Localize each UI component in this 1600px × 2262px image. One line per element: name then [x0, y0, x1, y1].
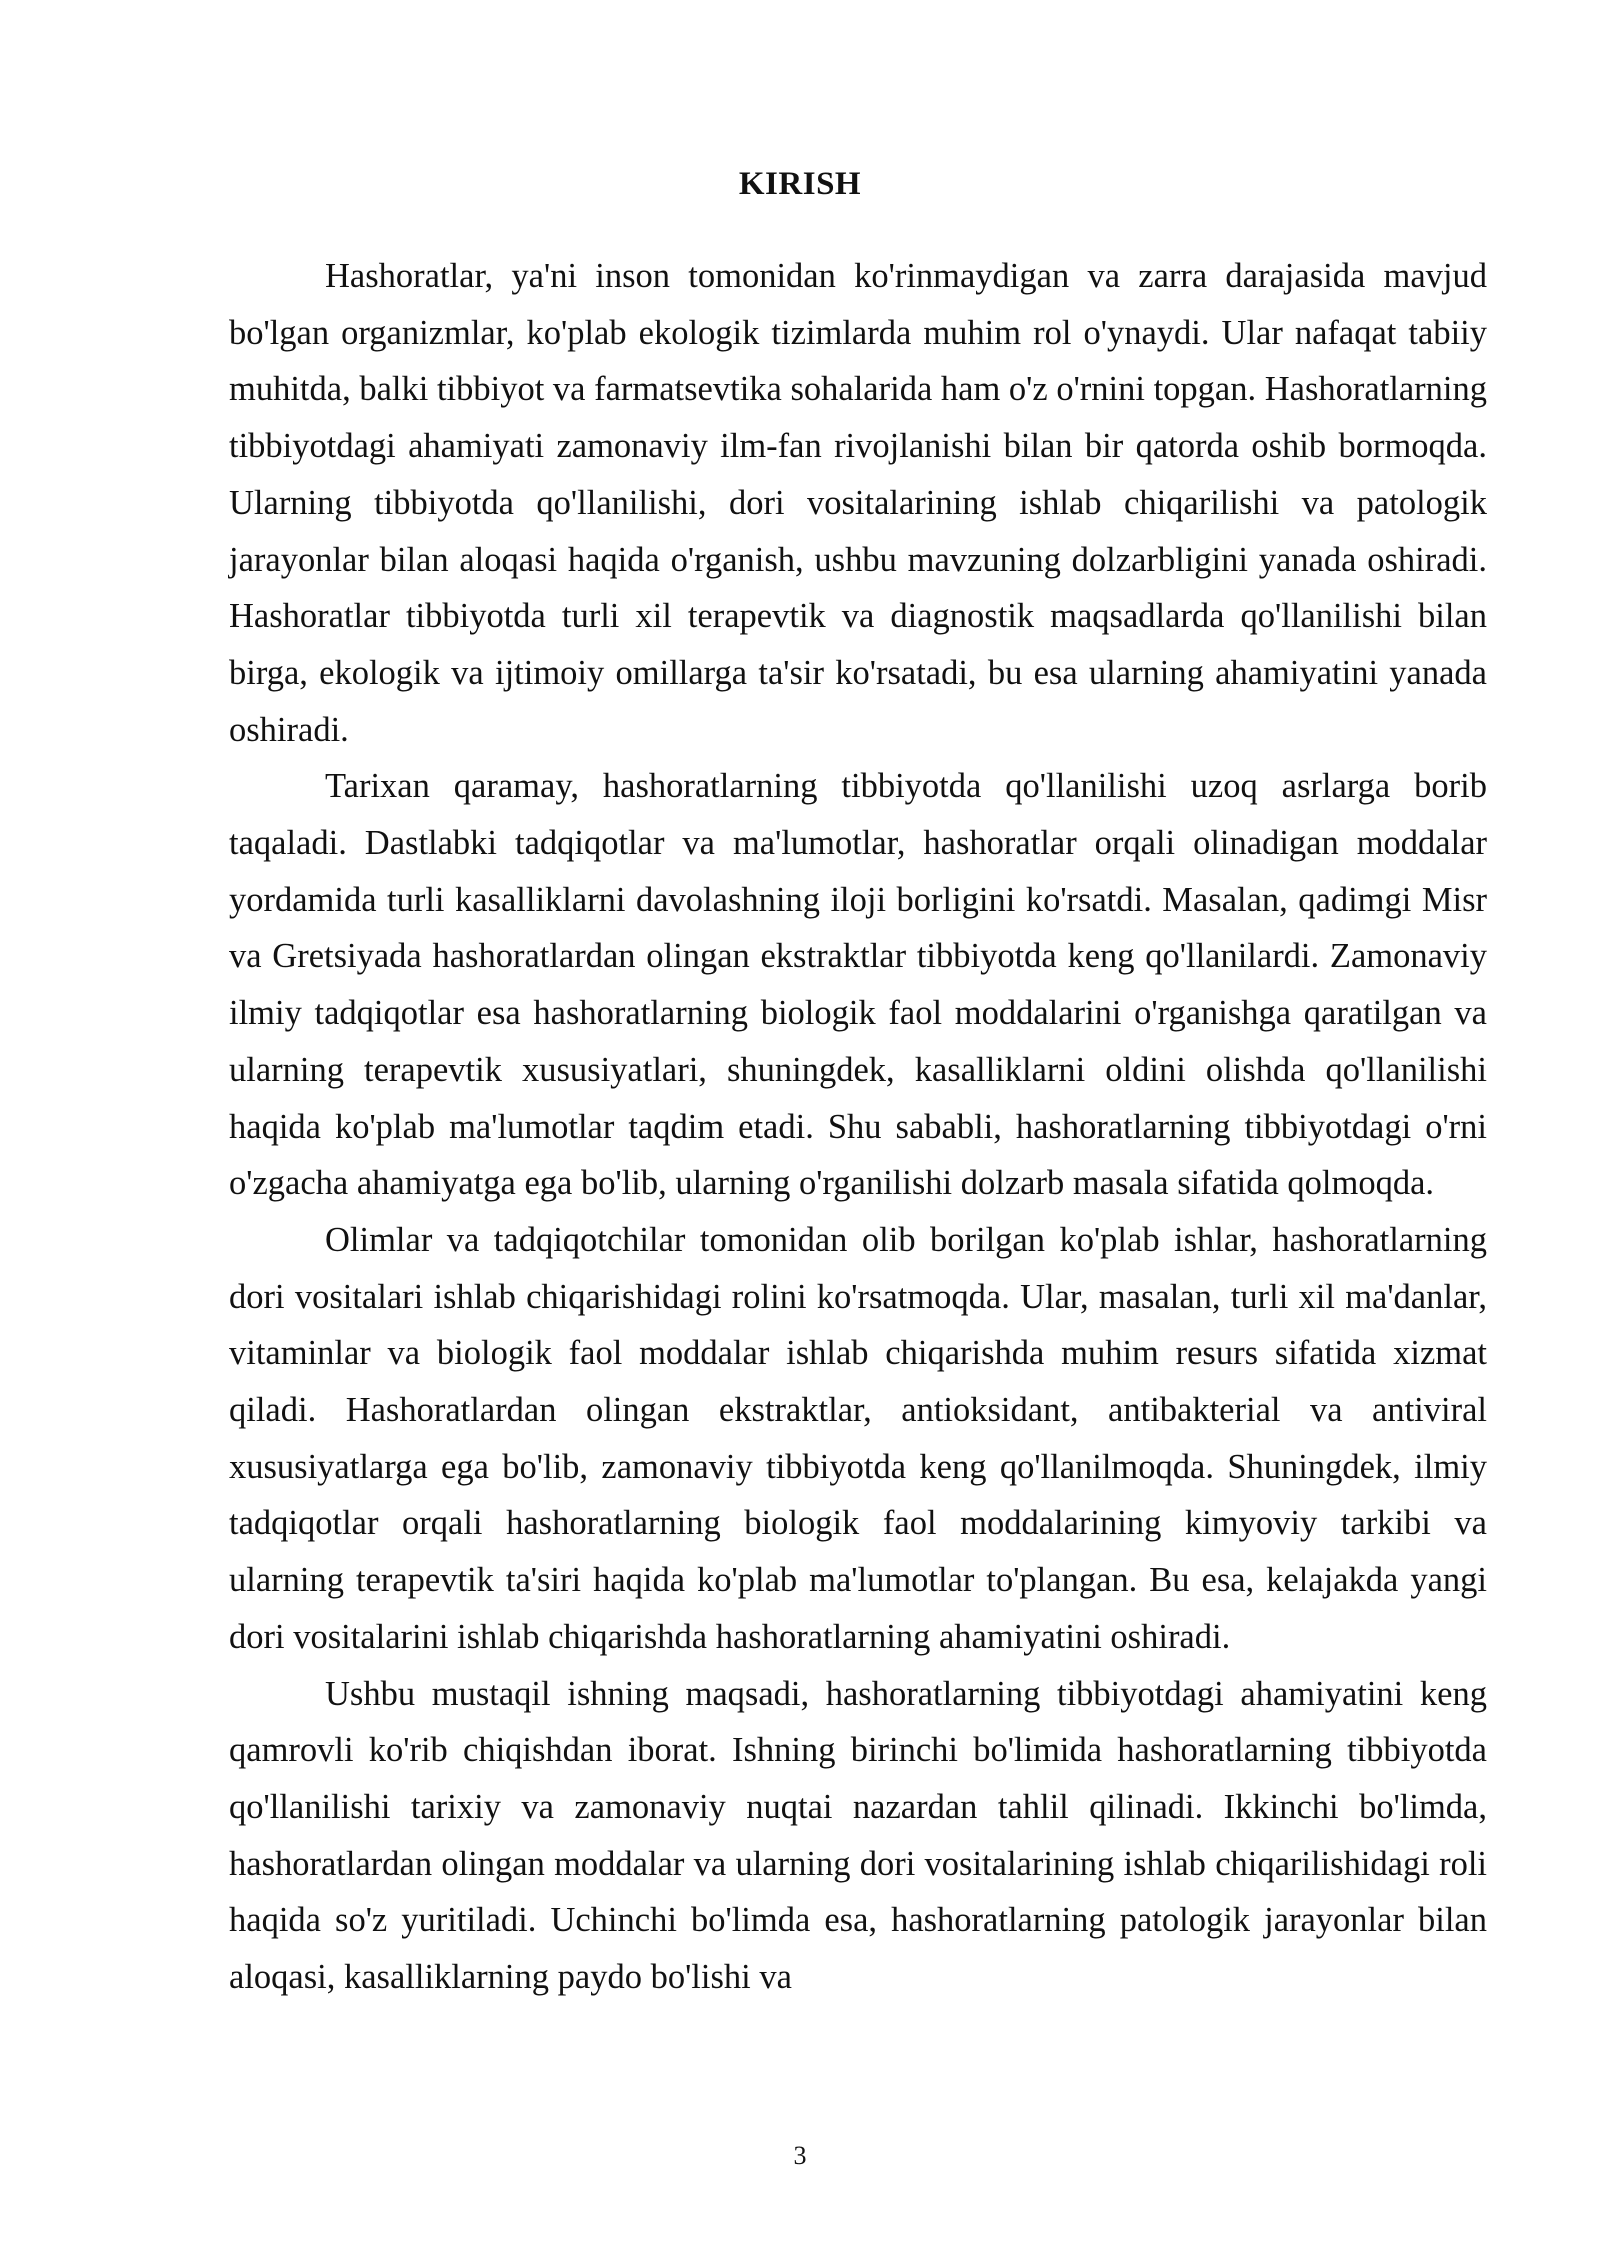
paragraph-1: Hashoratlar, ya'ni inson tomonidan ko'rinmaydigan va zarra darajasida mavjud bo'lgan organizmlar, ko'plab ekologik tizimlarda muhim rol o'ynaydi. Ular nafaqat tabiiy muhitda, balki tibbiyot va farmatsevtika sohalarida ham o'z o'rnini topgan. Hashoratlarning tibbiyotdagi ahamiyati zamonaviy ilm-fan rivojlanishi bilan bir qatorda oshib bormoqda. Ularning tibbiyotda qo'llanilishi, dori vositalarining ishlab chiqarilishi va patologik jarayonlar bilan aloqasi haqida o'rganish, ushbu mavzuning dolzarbligini yanada oshiradi. Hashoratlar tibbiyotda turli xil terapevtik va diagnostik maqsadlarda qo'llanilishi bilan birga, ekologik va ijtimoiy omillarga ta'sir ko'rsatadi, bu esa ularning ahamiyatini yanada oshiradi.: [229, 257, 1487, 749]
paragraph-3: Olimlar va tadqiqotchilar tomonidan olib borilgan ko'plab ishlar, hashoratlarning dori vositalari ishlab chiqarishidagi rolini ko'rsatmoqda. Ular, masalan, turli xil ma'danlar, vitaminlar va biologik faol moddalar ishlab chiqarishda muhim resurs sifatida xizmat qiladi. Hashoratlardan olingan ekstraktlar, antioksidant, antibakterial va antiviral xususiyatlarga ega bo'lib, zamonaviy tibbiyotda keng qo'llanilmoqda. Shuningdek, ilmiy tadqiqotlar orqali hashoratlarning biologik faol moddalarining kimyoviy tarkibi va ularning terapevtik ta'siri haqida ko'plab ma'lumotlar to'plangan. Bu esa, kelajakda yangi dori vositalarini ishlab chiqarishda hashoratlarning ahamiyatini oshiradi.: [229, 1220, 1487, 1656]
page-number: 3: [793, 2141, 807, 2170]
section-title: KIRISH: [738, 166, 862, 202]
body-text: [229, 248, 1487, 2006]
paragraph-4: Ushbu mustaqil ishning maqsadi, hashoratlarning tibbiyotdagi ahamiyatini keng qamrovli ko'rib chiqishdan iborat. Ishning birinchi bo'limida hashoratlarning tibbiyotda qo'llanilishi tarixiy va zamonaviy nuqtai nazardan tahlil qilinadi. Ikkinchi bo'limda, hashoratlardan olingan moddalar va ularning dori vositalarining ishlab chiqarilishidagi roli haqida so'z yuritiladi. Uchinchi bo'limda esa, hashoratlarning patologik jarayonlar bilan aloqasi, kasalliklarning paydo bo'lishi va: [229, 1674, 1487, 1997]
paragraph-2: Tarixan qaramay, hashoratlarning tibbiyotda qo'llanilishi uzoq asrlarga borib taqaladi. Dastlabki tadqiqotlar va ma'lumotlar, hashoratlar orqali olinadigan moddalar yordamida turli kasalliklarni davolashning iloji borligini ko'rsatdi. Masalan, qadimgi Misr va Gretsiyada hashoratlardan olingan ekstraktlar tibbiyotda keng qo'llanilardi. Zamonaviy ilmiy tadqiqotlar esa hashoratlarning biologik faol moddalarini o'rganishga qaratilgan va ularning terapevtik xususiyatlari, shuningdek, kasalliklarni oldini olishda qo'llanilishi haqida ko'plab ma'lumotlar taqdim etadi. Shu sababli, hashoratlarning tibbiyotdagi o'rni o'zgacha ahamiyatga ega bo'lib, ularning o'rganilishi dolzarb masala sifatida qolmoqda.: [229, 767, 1487, 1203]
